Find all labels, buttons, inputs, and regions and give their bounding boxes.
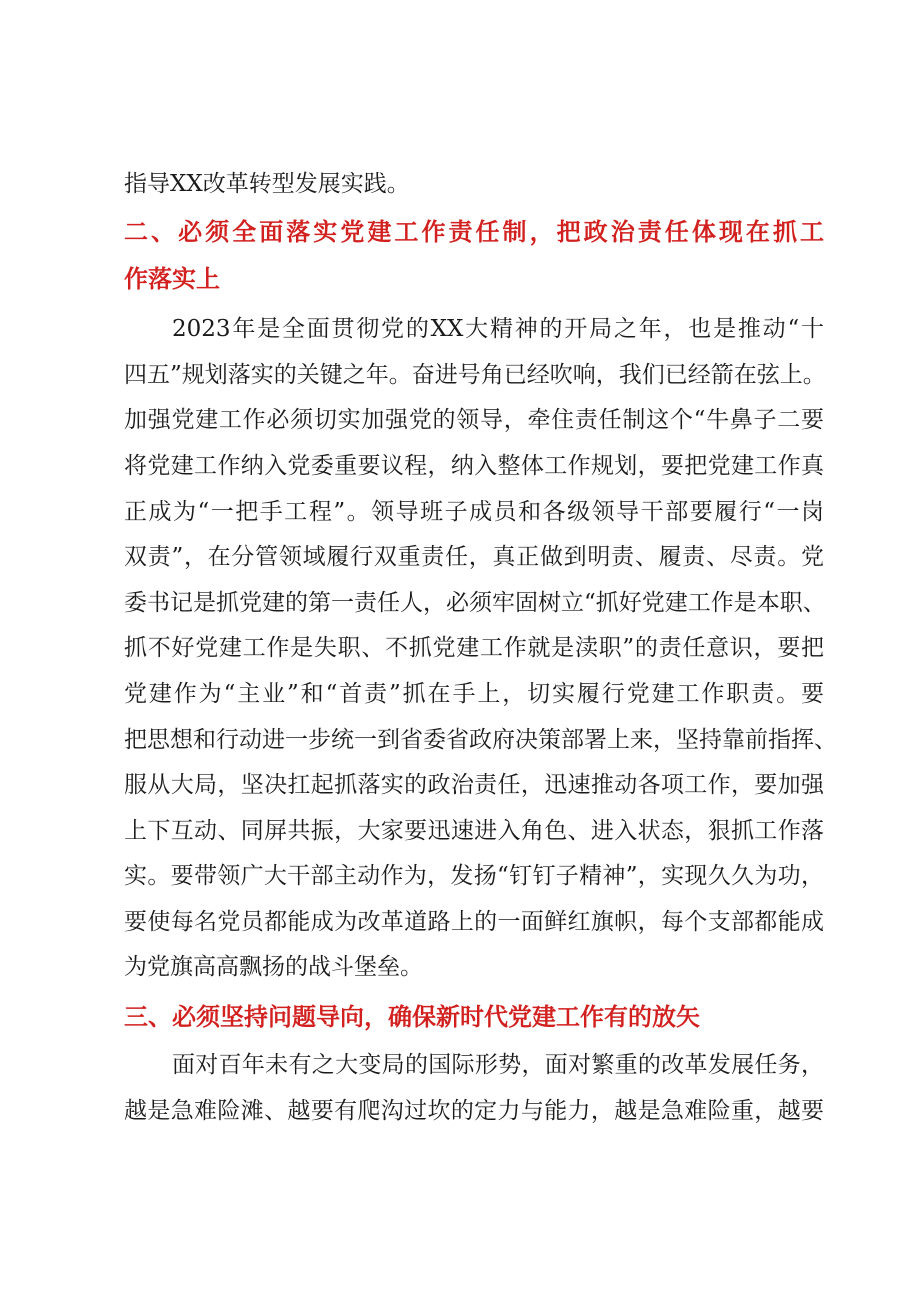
section3-body-line-1: 面对百年未有之大变局的国际形势，面对繁重的改革发展任务， (172, 1052, 824, 1078)
section3-heading: 三、必须坚持问题导向，确保新时代党建工作有的放矢 (124, 1003, 700, 1031)
section2-body-line-14: 要使每名党员都能成为改革道路上的一面鲜红旗帜，每个支部都能成 (124, 909, 824, 935)
section2-body-line-13: 实。要带领广大干部主动作为，发扬“钉钉子精神”，实现久久为功， (124, 863, 824, 889)
section2-body-line-10: 把思想和行动进一步统一到省委省政府决策部署上来，坚持靠前指挥、 (124, 727, 837, 753)
section2-body-line-1: 2023年是全面贯彻党的XX大精神的开局之年，也是推动“十 (172, 316, 824, 342)
section2-body-line-4: 将党建工作纳入党委重要议程，纳入整体工作规划，要把党建工作真 (124, 453, 824, 479)
section2-heading-line-2: 作落实上 (124, 265, 220, 293)
section2-body-line-2: 四五”规划落实的关键之年。奋进号角已经吹响，我们已经箭在弦上。 (124, 362, 826, 388)
section2-body-line-5: 正成为“一把手工程”。领导班子成员和各级领导干部要履行“一岗 (124, 499, 824, 525)
section2-body-line-15: 为党旗高高飘扬的战斗堡垒。 (124, 954, 423, 980)
section2-body-line-6: 双责”，在分管领域履行双重责任，真正做到明责、履责、尽责。党 (124, 544, 824, 570)
section2-body-line-12: 上下互动、同屏共振，大家要迅速进入角色、进入状态，狠抓工作落 (124, 818, 824, 844)
section3-body-line-2: 越是急难险滩、越要有爬沟过坎的定力与能力，越是急难险重，越要 (124, 1098, 824, 1124)
section2-body-line-11: 服从大局，坚决扛起抓落实的政治责任，迅速推动各项工作，要加强 (124, 772, 824, 798)
section2-body-line-3: 加强党建工作必须切实加强党的领导，牵住责任制这个“牛鼻子二要 (124, 407, 824, 433)
section2-body-line-7: 委书记是抓党建的第一责任人，必须牢固树立“抓好党建工作是本职、 (124, 590, 826, 616)
section2-body-line-8: 抓不好党建工作是失职、不抓党建工作就是渎职”的责任意识，要把 (124, 635, 824, 661)
intro-tail-line: 指导XX改革转型发展实践。 (124, 171, 410, 197)
section2-body-line-9: 党建作为“主业”和“首责”抓在手上，切实履行党建工作职责。要 (124, 681, 824, 707)
section2-heading-line-1: 二、必须全面落实党建工作责任制，把政治责任体现在抓工 (124, 218, 824, 246)
